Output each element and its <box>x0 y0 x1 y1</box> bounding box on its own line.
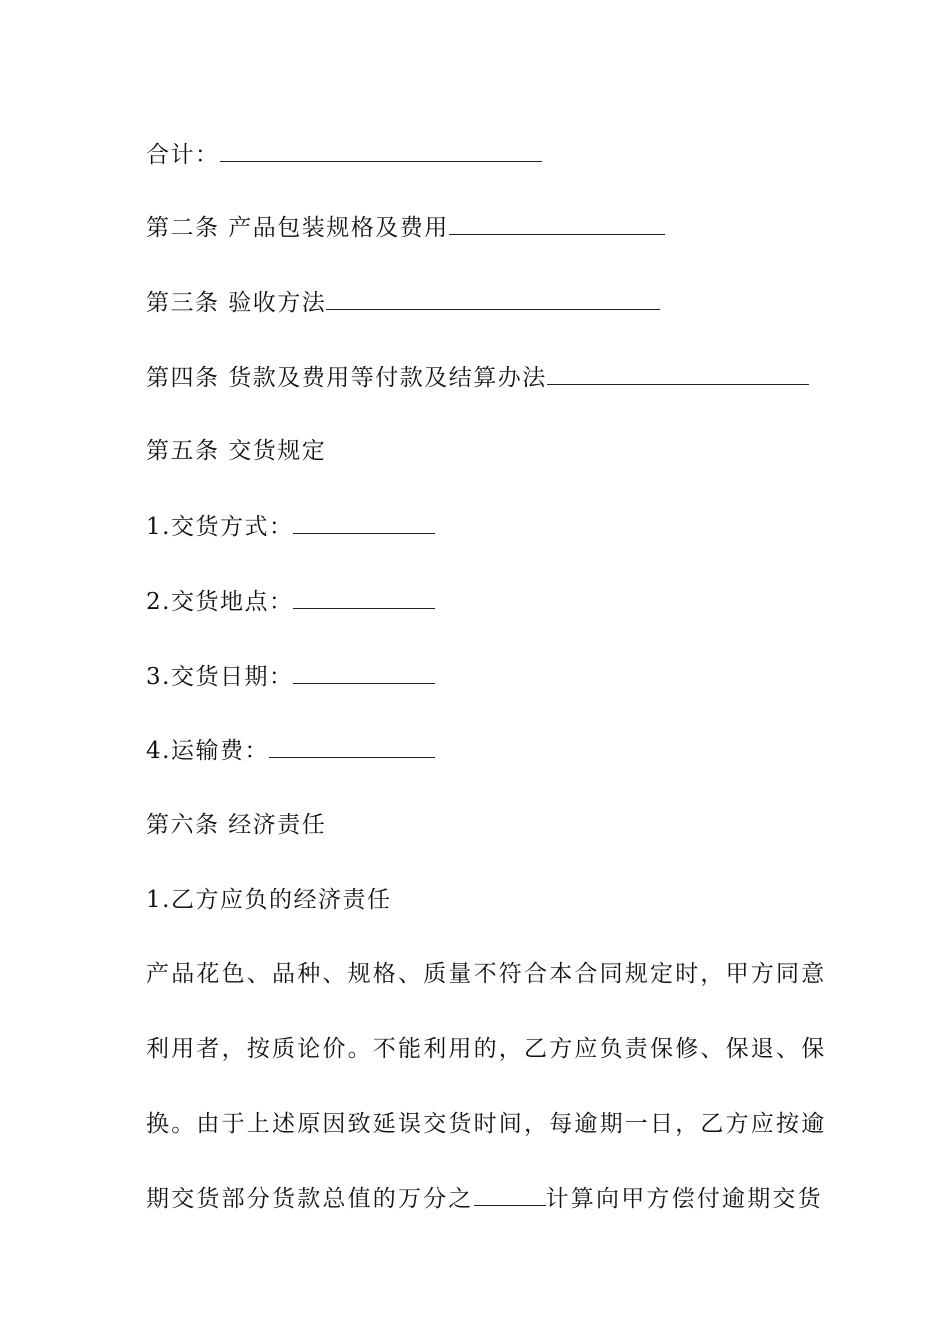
total-label: 合计： <box>146 142 220 168</box>
article-5-heading: 第五条 交货规定 <box>146 438 327 464</box>
party-b-liability-heading: 1.乙方应负的经济责任 <box>146 887 392 913</box>
article-2-blank <box>449 212 665 235</box>
total-line <box>146 139 542 170</box>
ratio-blank <box>474 1183 546 1206</box>
paragraph-line-4-end: 计算向甲方偿付逾期交货 <box>545 1186 823 1212</box>
article-3-line <box>146 287 660 318</box>
freight-line <box>146 735 435 766</box>
article-3-blank <box>326 287 660 310</box>
paragraph-line-1: 产品花色、品种、规格、质量不符合本合同规定时，甲方同意 <box>146 961 827 987</box>
paragraph-line-2: 利用者，按质论价。不能利用的，乙方应负责保修、保退、保 <box>146 1036 827 1062</box>
delivery-place-label: 2.交货地点： <box>146 589 294 615</box>
paragraph-line-4-start: 期交货部分货款总值的万分之 <box>146 1186 474 1212</box>
delivery-method-label: 1.交货方式： <box>146 514 294 540</box>
freight-blank <box>269 735 435 758</box>
article-4-blank <box>547 362 809 385</box>
article-6-heading: 第六条 经济责任 <box>146 812 327 838</box>
total-blank <box>220 139 542 162</box>
article-4-text: 第四条 货款及费用等付款及结算办法 <box>146 365 547 391</box>
freight-label: 4.运输费： <box>146 738 269 764</box>
delivery-place-blank <box>293 586 435 609</box>
delivery-place-line <box>146 586 435 617</box>
article-2-line <box>146 212 665 243</box>
article-3-text: 第三条 验收方法 <box>146 290 327 316</box>
delivery-method-line <box>146 511 435 542</box>
article-2-text: 第二条 产品包装规格及费用 <box>146 215 449 241</box>
delivery-date-blank <box>293 661 435 684</box>
delivery-date-label: 3.交货日期： <box>146 664 294 690</box>
delivery-date-line <box>146 661 435 692</box>
delivery-method-blank <box>293 511 435 534</box>
paragraph-line-4 <box>146 1183 823 1214</box>
article-4-line <box>146 362 809 393</box>
paragraph-line-3: 换。由于上述原因致延误交货时间，每逾期一日，乙方应按逾 <box>146 1111 827 1137</box>
